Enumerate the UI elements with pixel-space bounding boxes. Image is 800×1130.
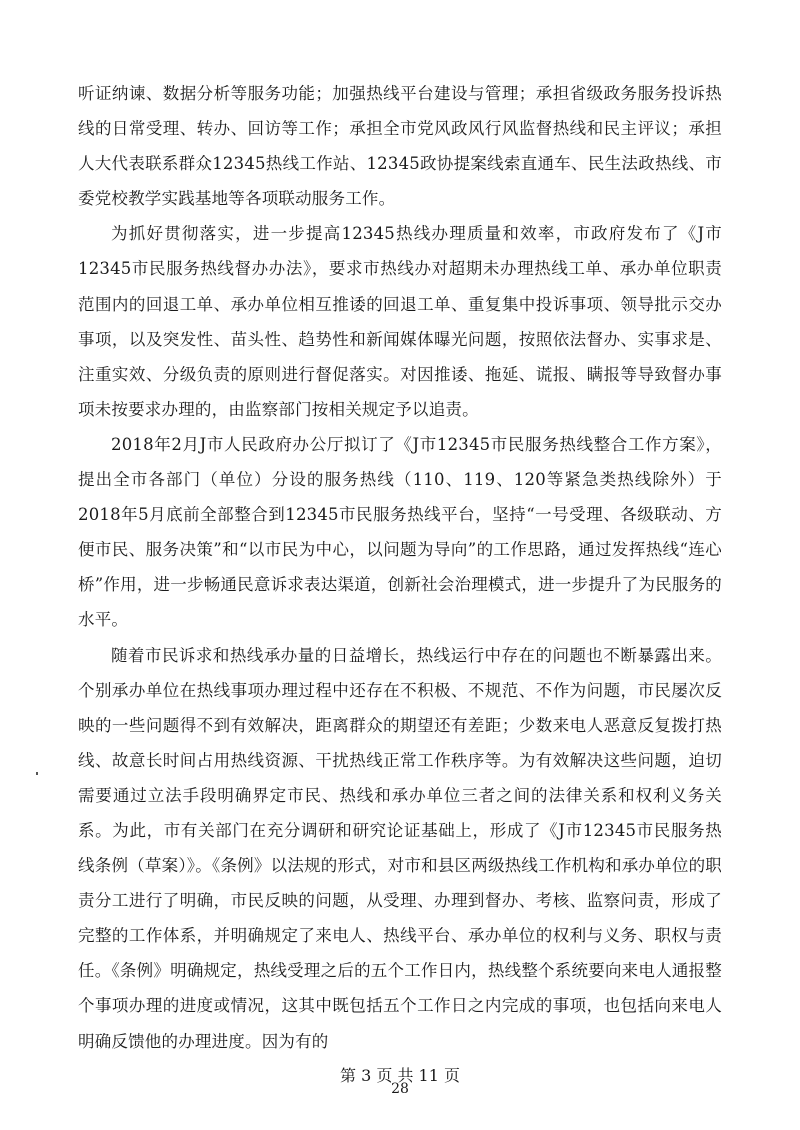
scan-speck — [36, 772, 38, 775]
original-page-number: 28 — [391, 1081, 409, 1097]
document-body — [78, 76, 722, 1059]
paragraph-supervision-measures: 为抓好贯彻落实，进一步提高12345热线办理质量和效率，市政府发布了《J市12345市民服务热线督办办法》，要求市热线办对超期未办理热线工单、承办单位职责范围内的回退工单、承办单位相互推诿的回退工单、重复集中投诉事项、领导批示交办事项，以及突发性、苗头性、趋势性和新闻媒体曝光问题，按照依法督办、实事求是、注重实效、分级负责的原则进行督促落实。对因推诿、拖延、谎报、瞒报等导致督办事项未按要求办理的，由监察部门按相关规定予以追责。 — [78, 224, 722, 419]
page-footer: 第 3 页 共 11 页 — [340, 1066, 460, 1085]
paragraph-continuation: 听证纳谏、数据分析等服务功能；加强热线平台建设与管理；承担省级政务服务投诉热线的日常受理、转办、回访等工作；承担全市党风政风行风监督热线和民主评议；承担人大代表联系群众12345热线工作站、12345政协提案线索直通车、民生法政热线、市委党校教学实践基地等各项联动服务工作。 — [78, 84, 722, 209]
paragraph-integration-plan: 2018年2月J市人民政府办公厅拟订了《J市12345市民服务热线整合工作方案》，提出全市各部门（单位）分设的服务热线（110、119、120等紧急类热线除外）于2018年5月底前全部整合到12345市民服务热线平台，坚持“一号受理、各级联动、方便市民、服务决策”和“以市民为中心，以问题为导向”的工作思路，通过发挥热线“连心桥”作用，进一步畅通民意诉求表达渠道，创新社会治理模式，进一步提升了为民服务的水平。 — [78, 434, 722, 630]
paragraph-regulation-draft: 随着市民诉求和热线承办量的日益增长，热线运行中存在的问题也不断暴露出来。个别承办单位在热线事项办理过程中还存在不积极、不规范、不作为问题，市民屡次反映的一些问题得不到有效解决，距离群众的期望还有差距；少数来电人恶意反复拨打热线、故意长时间占用热线资源、干扰热线正常工作秩序等。为有效解决这些问题，迫切需要通过立法手段明确界定市民、热线和承办单位三者之间的法律关系和权利义务关系。为此，市有关部门在充分调研和研究论证基础上，形成了《J市12345市民服务热线条例（草案）》。《条例》以法规的形式，对市和县区两级热线工作机构和承办单位的职责分工进行了明确，市民反映的问题，从受理、办理到督办、考核、监察问责，形成了完整的工作体系，并明确规定了来电人、热线平台、承办单位的权利与义务、职权与责任。《条例》明确规定，热线受理之后的五个工作日内，热线整个系统要向来电人通报整个事项办理的进度或情况，这其中既包括五个工作日之内完成的事项，也包括向来电人明确反馈他的办理进度。因为有的 — [78, 645, 722, 1051]
